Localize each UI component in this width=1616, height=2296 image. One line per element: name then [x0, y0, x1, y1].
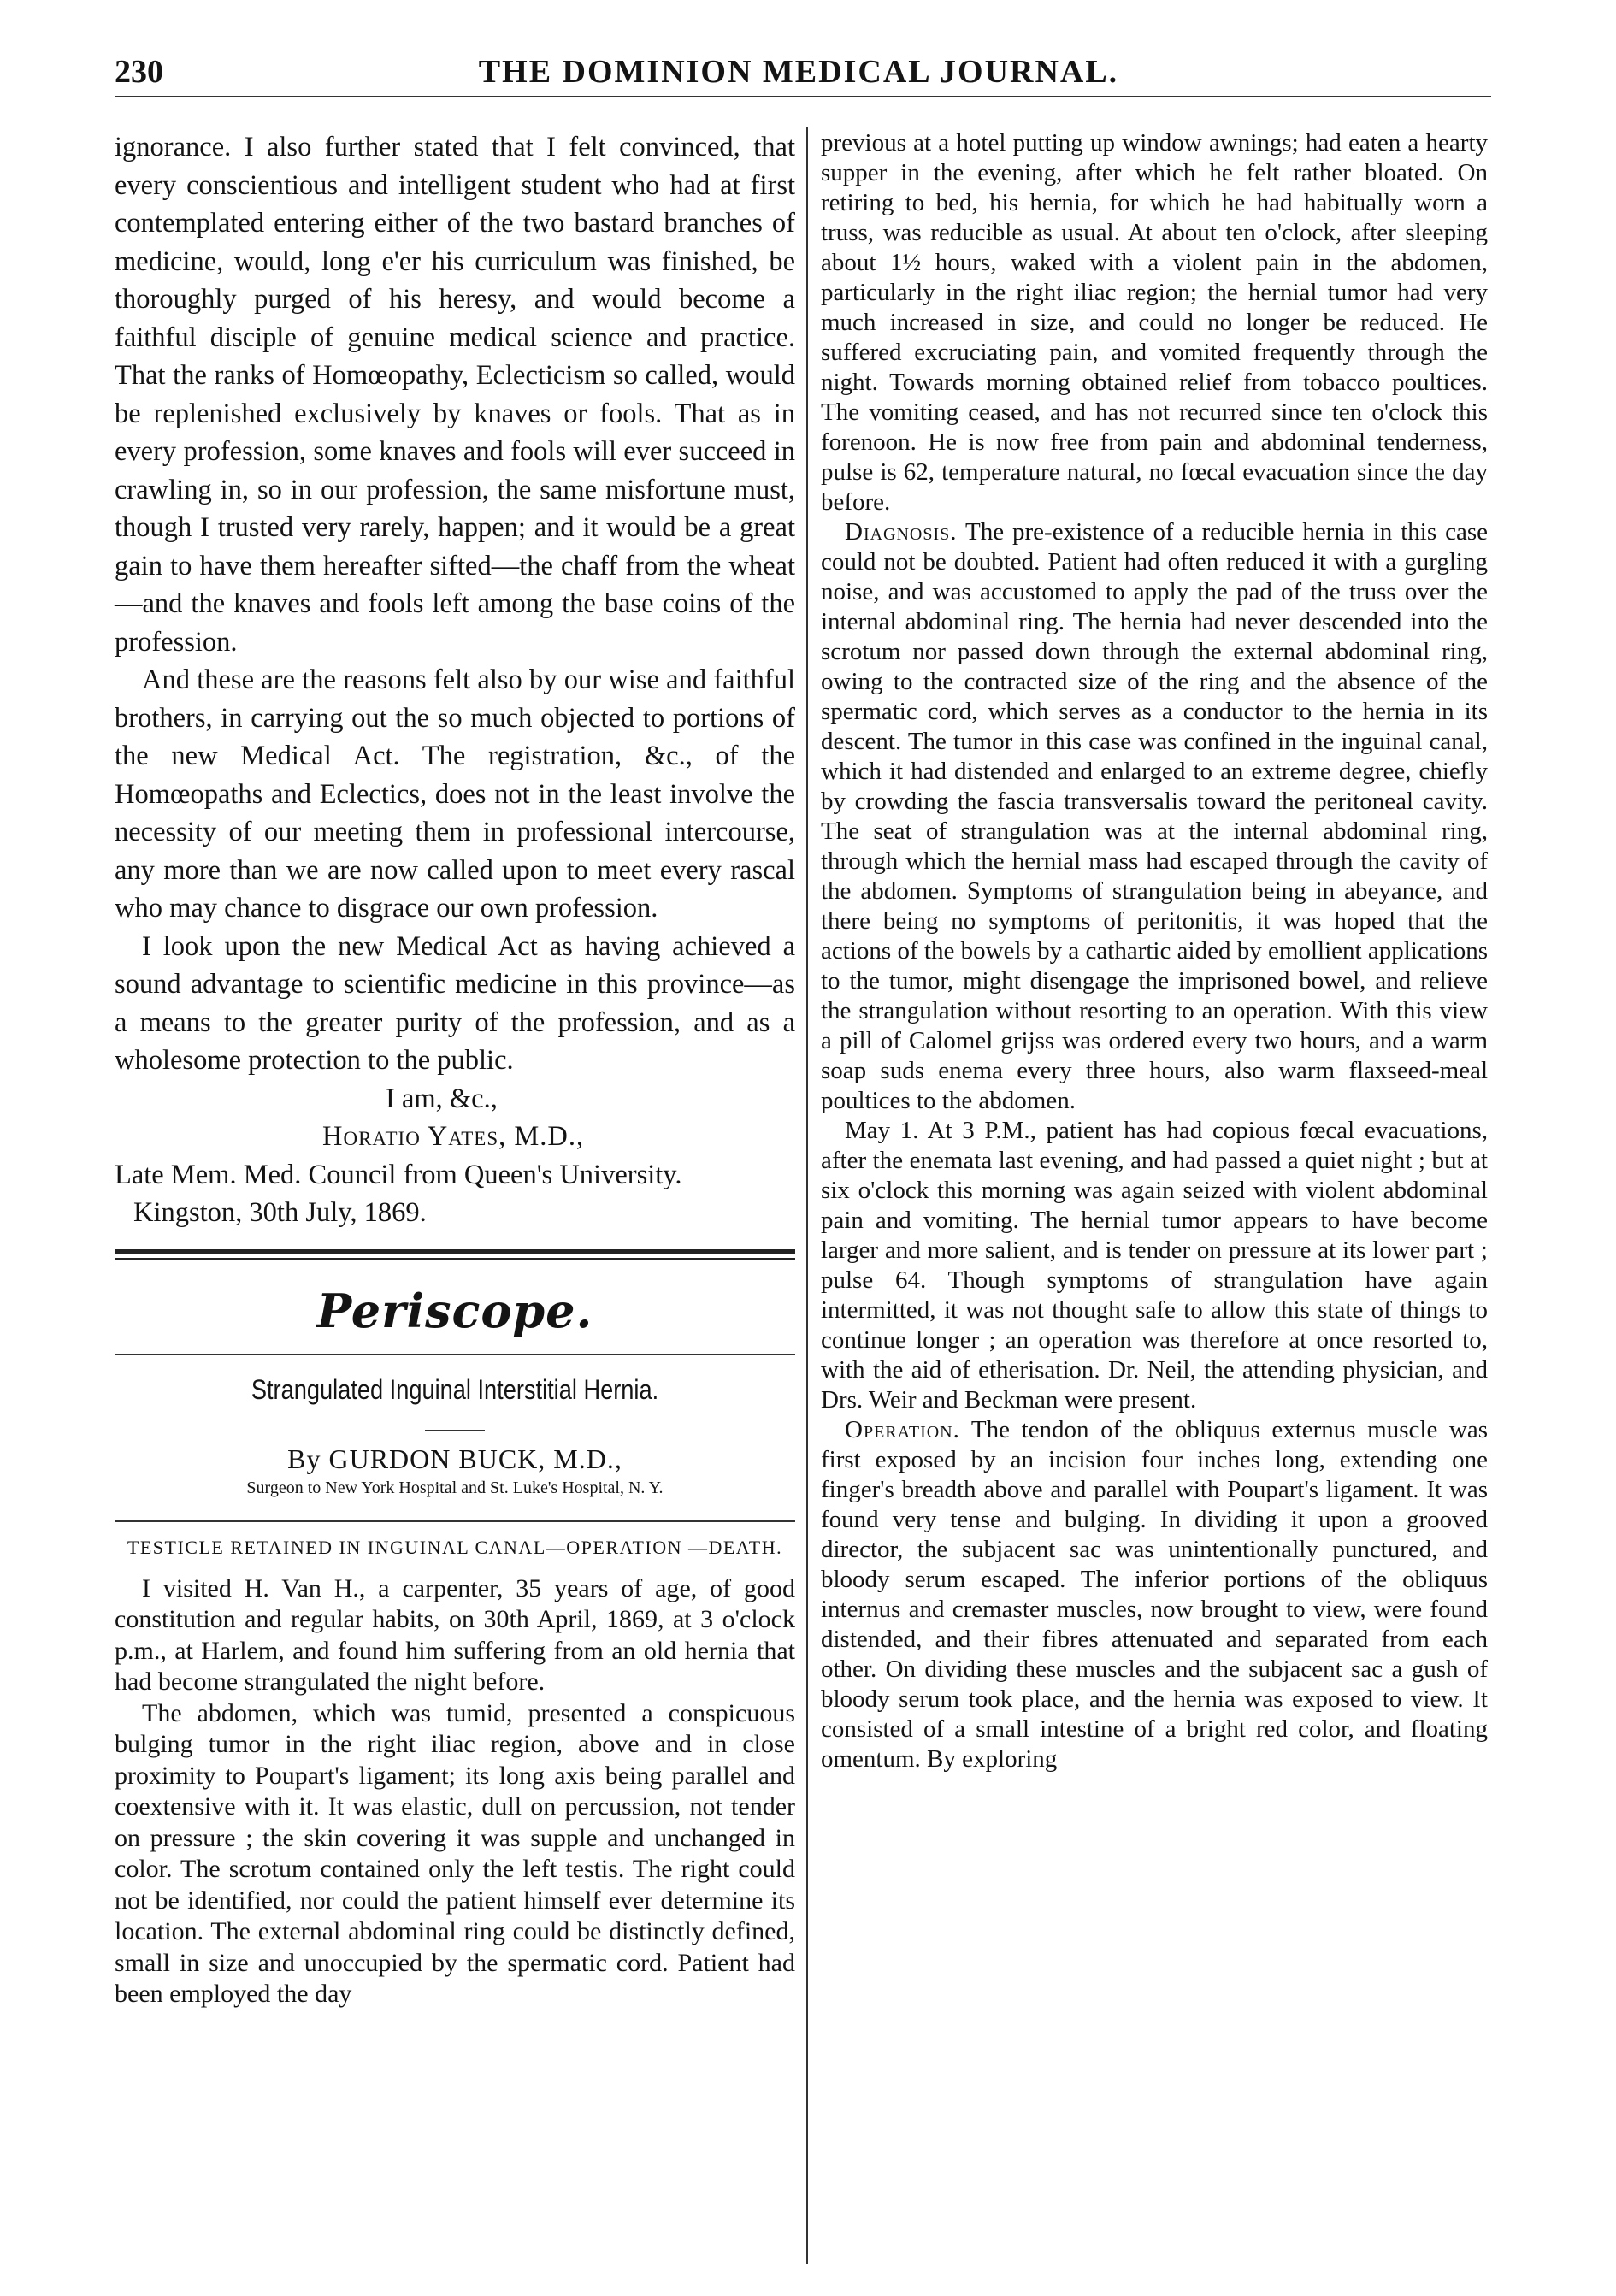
- letter-signature: [115, 1080, 795, 1232]
- author-affiliation: Surgeon to New York Hospital and St. Luke's Hospital, N. Y.: [246, 1478, 664, 1497]
- left-column: [115, 128, 795, 2010]
- article-paragraph: I visited H. Van H., a carpenter, 35 years of age, of good constitution and regular habits, on 30th April, 1869, at 3 o'clock p.m., at Harlem, and found him suffering from an old hernia that had become strangulated the night before.: [115, 1573, 795, 1696]
- operation-label: Operation.: [845, 1416, 960, 1443]
- article-title: Strangulated Inguinal Interstitial Hernia.: [251, 1373, 659, 1405]
- operation-text: The tendon of the obliquus externus muscle was first exposed by an incision four inches long, extending one finger's breadth above and parallel with Poupart's ligament. It was found very tense and bulging. In dividing it upon a grooved director, the subjacent sac was unintentionally punctured, and bloody serum escaped. The inferior portions of the obliquus internus and cremaster muscles, now brought to view, were found distended, and their fibres attenuated and separated from each other. On dividing these muscles and the subjacent sac a gush of bloody serum took place, and the hernia was exposed to view. It consisted of a small intestine of a bright red color, and floating omentum. By exploring: [821, 1416, 1488, 1773]
- diagnosis-label: Diagnosis.: [845, 518, 958, 546]
- section-rule: [115, 1354, 795, 1355]
- place-date: Kingston, 30th July, 1869.: [133, 1197, 427, 1228]
- running-title: THE DOMINION MEDICAL JOURNAL.: [478, 54, 1119, 90]
- letter-paragraph: I look upon the new Medical Act as having achieved a sound advantage to scientific medicine in this province—as a means to the greater purity of the profession, and as a wholesome protection to the public.: [115, 930, 795, 1076]
- article-byline: By GURDON BUCK, M.D.,: [287, 1443, 622, 1474]
- column-rule: [806, 127, 808, 2264]
- operation-paragraph: [821, 1415, 1488, 1774]
- header-rule: [115, 96, 1491, 97]
- article-paragraph: May 1. At 3 P.M., patient has had copious fœcal evacuations, after the enemata last evening, and had passed a quiet night ; but at six o'clock this morning was again seized with violent abdominal pain and vomiting. The hernial tumor appears to have become larger and more salient, and is tender on pressure at its lower part ; pulse 64. Though symptoms of strangulation have again intermitted, it was not thought safe to allow this state of things to continue longer ; an operation was therefore at once resorted to, with the aid of etherisation. Dr. Neil, the attending physician, and Drs. Weir and Beckman were present.: [821, 1117, 1488, 1414]
- letter-paragraph: And these are the reasons felt also by our wise and faithful brothers, in carrying out the so much objected to portions of the new Medical Act. The registration, &c., of the Homœopaths and Eclectics, does not in the least involve the necessity of our meeting them in professional intercourse, any more than we are now called upon to meet every rascal who may chance to disgrace our own profession.: [115, 664, 795, 924]
- article-paragraph: previous at a hotel putting up window awnings; had eaten a hearty supper in the evening, after which he felt rather bloated. On retiring to bed, his hernia, for which he had habitually worn a truss, was reducible as usual. At about ten o'clock, after sleeping about 1½ hours, waked with a violent pain in the abdomen, particularly in the right iliac region; the hernial tumor had very much increased in size, and could no longer be reduced. He suffered excruciating pain, and vomited frequently through the night. Towards morning obtained relief from tobacco poultices. The vomiting ceased, and has not recurred since ten o'clock this forenoon. He is now free from pain and abdominal tenderness, pulse is 62, temperature natural, no fœcal evacuation since the day before.: [821, 129, 1488, 516]
- title-rule: [425, 1430, 485, 1431]
- diagnosis-paragraph: [821, 517, 1488, 1116]
- byline-rule: [115, 1520, 795, 1522]
- author-name: Horatio Yates, M.D.,: [322, 1121, 585, 1152]
- signoff: I am, &c.,: [386, 1083, 498, 1114]
- article-subheading: TESTICLE RETAINED IN INGUINAL CANAL—OPERATION —DEATH.: [127, 1536, 783, 1558]
- article-paragraph: The abdomen, which was tumid, presented a conspicuous bulging tumor in the right iliac region, above and in close proximity to Poupart's ligament; its long axis being parallel and coextensive with it. It was elastic, dull on percussion, not tender on pressure ; the skin covering it was supple and unchanged in color. The scrotum contained only the left testis. The right could not be identified, nor could the patient himself ever determine its location. The external abdominal ring could be distinctly defined, small in size and unoccupied by the spermatic cord. Patient had been employed the day: [115, 1698, 795, 2008]
- right-column: [821, 128, 1488, 1774]
- section-heading: Periscope.: [316, 1283, 593, 1338]
- diagnosis-text: The pre-existence of a reducible hernia in this case could not be doubted. Patient had often reduced it with a gurgling noise, and was accustomed to apply the pad of the truss over the internal abdominal ring. The hernia had never descended into the scrotum nor passed down through the external abdominal ring, owing to the contracted size of the ring and the absence of the spermatic cord, which serves as a conductor to the hernia in its descent. The tumor in this case was confined in the inguinal canal, which it had distended and enlarged to an extreme degree, chiefly by crowding the fascia transversalis toward the peritoneal cavity. The seat of strangulation was at the internal abdominal ring, through which the hernial mass had escaped through the cavity of the abdomen. Symptoms of strangulation being in abeyance, and there being no symptoms of peritonitis, it was hoped that the actions of the bowels by a cathartic aided by emollient applications to the tumor, might disengage the imprisoned bowel, and relieve the strangulation without resorting to an operation. With this view a pill of Calomel grijss was ordered every two hours, and a warm soap suds enema every three hours, also warm flaxseed-meal poultices to the abdomen.: [821, 518, 1488, 1114]
- letter-paragraph: ignorance. I also further stated that I felt convinced, that every conscientious and intelligent student who had at first contemplated entering either of the two bastard branches of medicine, would, long e'er his curriculum was finished, be thoroughly purged of his heresy, and would become a faithful disciple of genuine medical science and practice. That the ranks of Homœopathy, Eclecticism so called, would be replenished exclusively by knaves or fools. That as in every profession, some knaves and fools will ever succeed in crawling in, so in our profession, the same misfortune must, though I trusted very rarely, happen; and it would be a great gain to have them hereafter sifted—the chaff from the wheat—and the knaves and fools left among the base coins of the profession.: [115, 132, 795, 658]
- page-number: 230: [115, 54, 163, 90]
- section-divider: [115, 1249, 795, 1260]
- author-title: Late Mem. Med. Council from Queen's University.: [115, 1159, 682, 1190]
